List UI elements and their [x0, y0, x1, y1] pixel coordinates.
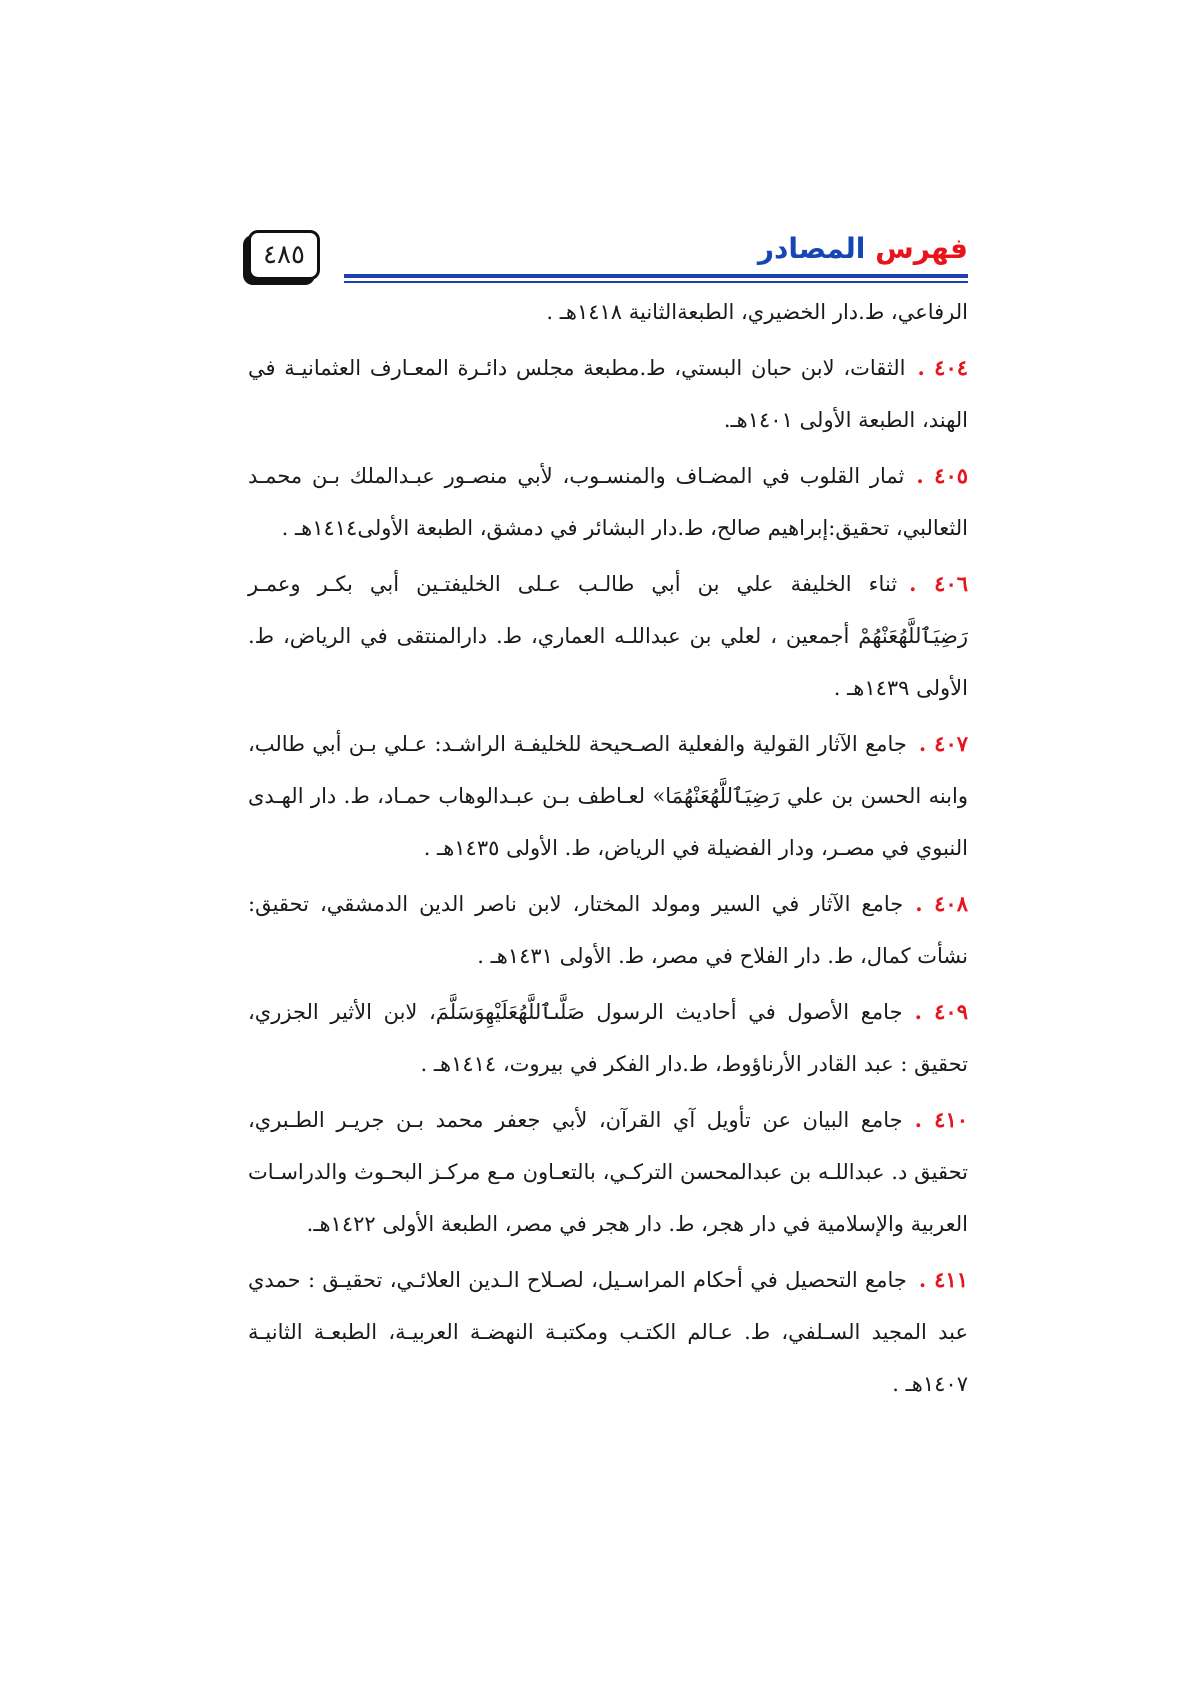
entry-number: ٤١٠ . [914, 1107, 969, 1132]
list-item [248, 986, 968, 1090]
entry-number: ٤٠٥ . [916, 463, 969, 488]
entry-number: ٤٠٤ . [917, 355, 969, 380]
list-item [248, 1254, 968, 1410]
page-number: ٤٨٥ [248, 230, 320, 280]
intro-line: الرفاعي، ط.دار الخضيري، الطبعةالثانية ١٤١٨هـ . [546, 300, 968, 324]
page-title-first-word: فهرس [865, 232, 968, 265]
page-title [758, 232, 968, 265]
entry-text: الثقات، لابن حبان البستي، ط.مطبعة مجلس دائـرة المعـارف العثمانيـة في الهند، الطبعة الأولى ١٤٠١هـ. [248, 356, 968, 432]
references-list [248, 286, 968, 1414]
entry-number: ٤٠٨ . [915, 891, 968, 916]
entry-number: ٤٠٩ . [914, 999, 968, 1024]
list-item [248, 878, 968, 982]
list-item [248, 342, 968, 446]
entry-number: ٤٠٦ . [909, 571, 969, 596]
entry-text: ثناء الخليفة علي بن أبي طالـب عـلى الخليفتـين أبي بكـر وعمـر رَضِيَٱللَّهُعَنْهُمْ أجمعين ، لعلي بن عبداللـه العماري، ط. دارالمنتقى في الرياض، ط. الأولى ١٤٣٩هـ . [248, 572, 968, 700]
page-header [248, 230, 968, 286]
entry-text: جامع الآثار في السير ومولد المختار، لابن ناصر الدين الدمشقي، تحقيق: نشأت كمال، ط. دار الفلاح في مصر، ط. الأولى ١٤٣١هـ . [248, 892, 968, 968]
header-rule [344, 274, 968, 278]
entry-text: جامع البيان عن تأويل آي القرآن، لأبي جعفر محمد بـن جريـر الطـبري، تحقيق د. عبداللـه بن عبدالمحسن التركـي، بالتعـاون مـع مركـز البحـوث والدراسـات العربية والإسلامية في دار هجر، ط. دار هجر في مصر، الطبعة الأولى ١٤٢٢هـ. [248, 1108, 968, 1236]
list-item [248, 718, 968, 874]
entry-text: جامع الأصول في أحاديث الرسول صَلَّىٱللَّهُعَلَيْهِوَسَلَّمَ، لابن الأثير الجزري، تحقيق : عبد القادر الأرناؤوط، ط.دار الفكر في بيروت، ١٤١٤هـ . [248, 1000, 968, 1076]
list-item [248, 450, 968, 554]
entry-number: ٤١١ . [918, 1267, 968, 1292]
entry-text: جامع التحصيل في أحكام المراسـيل، لصـلاح الـدين العلائـي، تحقيـق : حمدي عبد المجيد السـلفي، ط. عـالم الكتـب ومكتبـة النهضـة العربيـة، الطبعـة الثانيـة ١٤٠٧هـ . [248, 1268, 968, 1396]
list-item [248, 1094, 968, 1250]
header-rule-thin [344, 281, 968, 283]
page-title-second-word: المصادر [757, 232, 866, 265]
entry-text: ثمار القلوب في المضـاف والمنسـوب، لأبي منصـور عبـدالملك بـن محمـد الثعالبي، تحقيق:إبراهيم صالح، ط.دار البشائر في دمشق، الطبعة الأولى١٤١٤هـ . [248, 464, 968, 540]
entry-text: جامع الآثار القولية والفعلية الصـحيحة للخليفـة الراشـد: عـلي بـن أبي طالب، وابنه الحسن بن علي رَضِيَٱللَّهُعَنْهُمَا» لعـاطف بـن عبـدالوهاب حمـاد، ط. دار الهـدى النبوي في مصـر، ودار الفضيلة في الرياض، ط. الأولى ١٤٣٥هـ . [248, 732, 968, 860]
list-item [248, 558, 968, 714]
entry-number: ٤٠٧ . [918, 731, 969, 756]
